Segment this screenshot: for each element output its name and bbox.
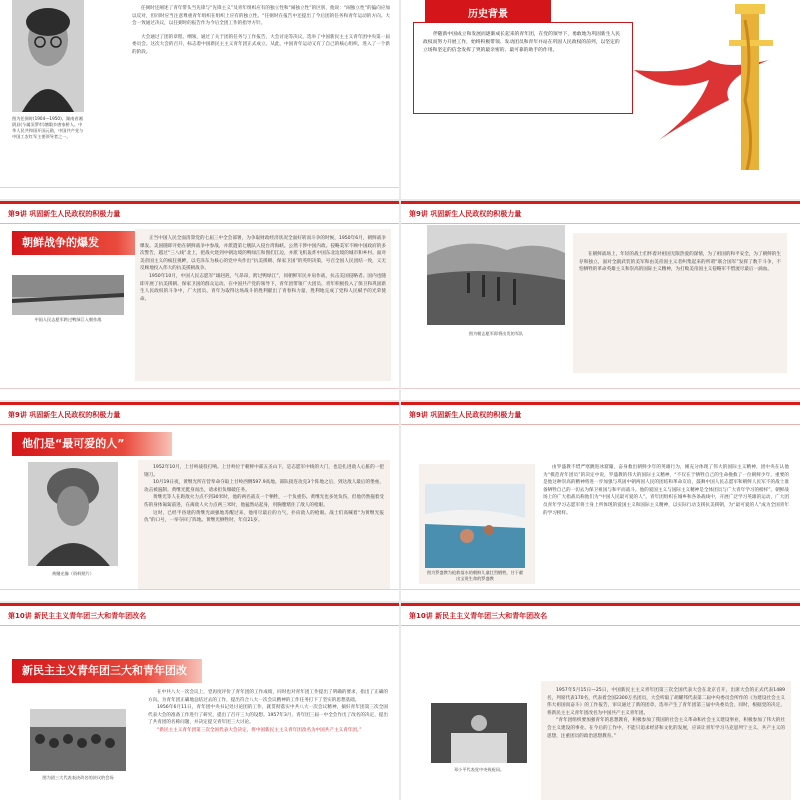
footer-bar [0,583,399,595]
footer-bar [0,181,399,193]
header-divider [401,424,800,425]
top-red-line [0,402,399,405]
lecture-header: 第10讲 新民主主义青年团三大和青年团改名 [8,612,147,620]
paragraph: 1950年10月，中国人民志愿军“雄赳赳，气昂昂，跨过鸭绿江”，同朝鲜军民并肩作战，抗击美国侵略者。国内也随即开展了抗美援朝、保家卫国的群众运动。在中国共产党的领导下，青年团带领广大团员、青年积极投入了保卫和巩固新生人民政权的斗争中，广大团员、青年为取得这场战斗的胜利献出了青春和力量，胜利地完成了党和人民赋予的光荣使命。 [140,273,386,302]
paragraph: 1956年6月11日，青年团中央书记处讨论团的工作，就贯彻落实中共八大一次会议精神，搞好青年团第三次全国代表大会的准备工作进行了研究，提出了召开三大的设想。1957年3月，青年团三届一中全会作出了改名的决定，提出了共青团的名称问题，并决定提交青年团三大讨论。 [148,705,388,726]
paragraph: 10月19日夜，黄继光所在营奉命夺取上甘岭西侧597.9高地。部队接连攻克3个阵地之后，到达敌人最后的堡垒，攻击被遏制。黄继光挺身而出，请求担负爆破任务。 [144,480,384,493]
lecture-header: 第9讲 巩固新生人民政权的积极力量 [409,210,522,218]
footer-bar [0,382,399,394]
slide6-text [543,464,789,517]
header-divider [0,424,399,425]
slide-1[interactable] [0,0,399,199]
troops-image-icon [427,225,565,325]
paragraph: 1952年10月，上甘岭战役打响。上甘岭位于朝鲜中部五圣山下，是志愿军中线的大门，也是扎进敌人心脏的一把钢刀。 [144,465,384,478]
section-banner [12,659,202,701]
paragraph: 大会通过了团的章程、纲领，通过了关于团的任务与工作报告，大会讨论等决议，选举了中国新民主主义青年团中央第一届委员会。这次大会的召开，标志着中国新民主主义青年团正式成立。从此，中国青年运动又有了自己的核心组织，进入了一个新的阶段。 [132,34,390,55]
photo-caption: 图为团三大代表表决改名的决议的会场 [42,775,114,780]
photo-caption: 图为罗盛教为抢救落水的朝鲜儿童壮烈牺牲，甘于献出宝贵生命的罗盛教 [426,570,524,581]
lecture-header: 第9讲 巩固新生人民政权的积极力量 [8,411,121,419]
slide3-text [140,235,386,303]
slide-7[interactable] [0,603,399,800]
paragraph: 1957年5月15日—25日，中国新民主主义青年团第三次全国代表大会在北京召开，出席大会的正式代表1489名，列席代表170名，代表着全国2300万名团员，大会听取了胡耀邦代表第二届中央委员会所作的《为建设社会主义伟大祖国而奋斗》的工作报告，审议通过了新的团章，选举产生了青年团第三届中央委员会，同时，根据党的决定，将新民主主义青年团改名为中国共产主义青年团。 [547,688,785,716]
lecture-header: 第9讲 巩固新生人民政权的积极力量 [409,411,522,419]
paragraph: 这时，已经半昏迷的黄继光顽强地苏醒过来，他用尽最后的力气，扑向敌人的枪眼。战士们高喊着“为黄继光报仇”的口号，一举夺回了阵地。黄继光牺牲时，年仅21岁。 [144,510,384,524]
deng-xiaoping-speech-photo [431,703,527,763]
slide5-text [144,464,384,525]
history-text-box [413,22,633,114]
slide-5[interactable] [0,402,399,601]
top-red-line [401,201,800,204]
top-red-line [401,402,800,405]
slide7-text [148,689,388,735]
photo-caption: 黄继光像（资料照片） [52,571,94,576]
river-crossing-image-icon [12,275,124,315]
highlight-paragraph: “新民主主义青年团第三次全国代表大会决定，将中国新民主主义青年团改名为中国共产主义青年团。” [157,727,362,733]
portrait-caption: 图为任弼时(1904—1950)。湖南省湘阴县(今属汨罗市)塘塅乡唐家桥人。中华人民共和国开国元勋，中国共产党与中国工农红军主要领导者之一。 [12,116,84,139]
top-red-line [0,603,399,606]
rescue-image-icon [425,484,525,568]
slide-3[interactable] [0,201,399,400]
slide1-text [132,5,390,57]
paragraph: 在中共八大一次会议上，党再度评价了青年团的工作成绩，同时也对青年团工作提出了明确的要求，指出了正确的方向。为青年团正确地总结过去的工作，提出符合八大一次会议精神的工作任务打下了坚实的思想基础。 [148,690,388,703]
header-divider [0,625,399,626]
footer-bar [401,583,800,595]
slide-4[interactable] [401,201,800,400]
footer-bar [401,382,800,394]
photo-caption: 中国人民志愿军跨过鸭绿江入朝作战 [34,317,102,322]
ice-rescue-photo [425,484,525,568]
paragraph: “青年团组织要加强青年的思想教育，积极参加了我国的社会主义革命和社会主义建设事业，积极参加了伟大的社会主义建设的事业。在今后的工作中，不能只追求经济和文化的发展，应该让青年学习马克思列宁主义、共产主义的思想，注重团员的政治思想教育。” [547,718,785,739]
paragraph: 正当中国人民全面清算党的七届三中全会部署，为争取财政经济状况全面好转而斗争的时候，1950年6月，朝鲜战争爆发。美国随即开始在朝鲜战争中参战，并派遣第七舰队入侵台湾海峡。公然干涉中国内政。侵略美军不顾中国政府的多次警告，越过“三八线”北上，把战火烧到中朝边境的鸭绿江和图们江边，并派飞机轰炸中国东北边境的城市和乡村。面对美帝国主义的疯狂挑衅，以毛泽东为核心的党中央作出“抗美援朝、保家卫国”的英明决策，号召全国人民团结一致，义无反顾地投入伟大的抗美援朝战争。 [140,236,386,272]
slide-8[interactable] [401,603,800,800]
history-title: 历史背景 [425,0,551,28]
soldier-portrait-icon [28,462,118,566]
huang-jiguang-photo [28,462,118,566]
header-divider [401,625,800,626]
lecture-header: 第10讲 新民主主义青年团三大和青年团改名 [409,612,548,620]
paragraph: 由罗盛教不惜严寒跳进冰窟窿，奋身救出朝鲜少年的英雄行为，刚充分体现了伟大的国际主义精神，团中央在认他为“模范青年团员”的决定中说，罗盛教的伟大的国际主义精神，“不仅在于牺牲自己的生命挽救了一位朝鲜少年，重要的是他这种崇高的精神将进一步加强与巩固中朝两国人民的团结和革命友谊，鼓舞中国人民志愿军和朝鲜人民军不的战士准备牺牲自己的一切去为保卫祖国与和平而战斗。他的爱国主义与国际主义精神是全体团员与广大青年学习的榜样”。朝鲜战场上的广大指战员称他们为“中国人民最可爱的人”。青年团组织在城乡和各条战线中，开展广泛学习英雄的运动，广大团员青年学习志愿军将士身上所体现的爱国主义和国际主义精神，以实际行动支援抗美援朝，为“最可爱的人”成为全国青年的学习榜样。 [543,465,789,516]
slide4-text [579,251,781,274]
slide8-text [547,687,785,740]
slide-6[interactable] [401,402,800,601]
portrait-image-icon [12,0,84,112]
banner-title: 他们是“最可爱的人” [22,437,125,450]
banner-title: 朝鲜战争的爆发 [22,236,99,249]
huabiao-pillar-icon [629,0,799,170]
paragraph: 在朝鲜战场上，年轻的战士们怀着对祖国无限热爱的深情，为了祖国的和平安全，为了朝鲜的生存和独立，面对全副武装的美军和由美帝国主义者纠集起来的所谓“联合国军”发挥了数千斗争，不怕牺牲的革命英雄主义和崇高的国际主义精神，为打败美帝国主义侵略军不惜流尽最后一滴血。 [579,252,781,273]
paragraph: 黄继光等人在距敌火力点不到30米时，他的两名战友一个牺牲，一个负重伤。黄继光也多处负伤，但他仍然拖着受伤的身体匍匐前进，在离敌人火力点两三米时，他猛然站起身，用胸膛堵住了敌人的枪眼。 [144,495,384,508]
portrait-photo [12,0,84,112]
paragraph: 任弼时还阐述了青年带头当先锋与“先锋主义”及青年组织应有的独立性和“闹独立性”的区别，他说：“闹独立性”的偏向应加以反对，但同时应当注意尊重青年组织在组织上应有的独立性。“任弼时在报告中还提出了今后团的任务和青年运动的方向。大会一致通过决议，以任弼时的报告作为今后全团工作的指导方针。 [132,6,390,27]
crowd-image-icon [30,709,126,771]
banner-title: 新民主主义青年团三大和青年团改名 [22,664,187,701]
top-red-line [401,603,800,606]
top-red-line [0,201,399,204]
slide-2[interactable] [401,0,800,199]
soldiers-crossing-photo [12,275,124,315]
congress-hall-photo [30,709,126,771]
lecture-header: 第9讲 巩固新生人民政权的积极力量 [8,210,121,218]
speech-image-icon [431,703,527,763]
photo-caption: 邓小平代表党中央致祝词。 [453,767,505,772]
section-banner [12,432,172,456]
photo-caption: 图为朝志愿军即将出发的军队 [468,331,524,336]
paragraph: 伴随新中国成立和发展而逐渐成长起来的青年团，在党的领导下，勇敢地为巩固新生人民政权而努力开展工作，始终积极带领、发动团员和青年并站在巩固人民政权的前列，以坚定的立场和坚定的信念发挥了突的最亲密的、最可靠的助手的作用。 [423,32,621,53]
marching-troops-photo [427,225,565,325]
header-divider [0,223,399,224]
header-divider [401,223,800,224]
